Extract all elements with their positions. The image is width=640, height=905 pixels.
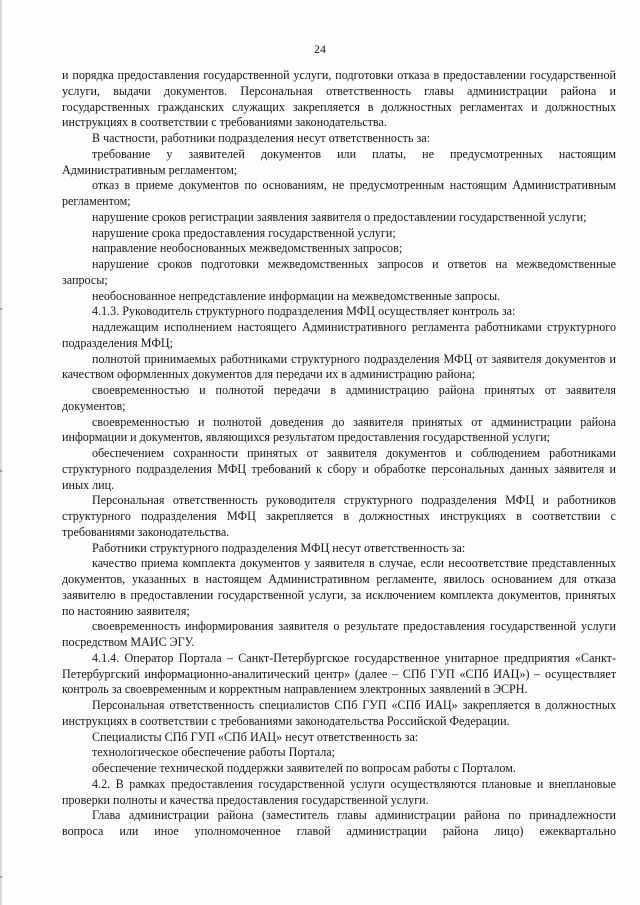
list-item: надлежащим исполнением настоящего Административного регламента работниками структурного подразделения МФЦ; [62,320,616,350]
scan-speck [0,876,2,878]
section-paragraph: 4.1.3. Руководитель структурного подразделения МФЦ осуществляет контроль за: [92,304,516,319]
page-number: 24 [314,42,326,56]
paragraph: Персональная ответственность специалистов СПб ГУП «СПб ИАЦ» закрепляется в должностных инструкциях в соответствии с требованиями законодательства Российской Федерации. [62,698,616,728]
paragraph-continuation: и порядка предоставления государственной услуги, подготовки отказа в предоставлении государственной услуги, выдачи документов. Персональная ответственность главы администрации района и государственных гражданских служащих закрепляется в должностных регламентах и должностных инструкциях в соответствии с требованиями законодательства. [62,68,616,130]
list-item: обеспечение технической поддержки заявителей по вопросам работы с Порталом. [92,761,516,775]
list-item: своевременностью и полнотой передачи в администрацию района принятых от заявителя документов; [62,383,616,413]
list-item: качество приема комплекта документов у заявителя в случае, если несоответствие представленных документов, указанных в настоящем Административном регламенте, явилось основанием для отказа заявителю в предоставлении государственной услуги, за исключением комплекта документов, принятых по настоянию заявителя; [62,556,616,618]
list-item: своевременностью и полнотой доведения до заявителя принятых от администрации района информации и документов, являющихся результатом предоставления государственной услуги; [62,414,616,445]
scan-edge-shadow [0,0,3,905]
list-item: технологическое обеспечение работы Портала; [92,745,336,760]
paragraph: Работники структурного подразделения МФЦ несут ответственность за: [92,540,466,555]
scan-speck [0,308,2,310]
list-item: направление необоснованных межведомственных запросов; [92,241,403,256]
list-item: обеспечением сохранности принятых от заявителя документов и соблюдением работниками структурного подразделения МФЦ требований к сбору и обработке персональных данных заявителя и иных лиц. [62,446,616,492]
list-item: нарушение срока предоставления государственной услуги; [92,225,396,240]
list-item: нарушение сроков регистрации заявления заявителя о предоставлении государственной услуги; [92,209,587,224]
list-item: своевременность информирования заявителя о результате предоставления государственной услуги посредством МАИС ЭГУ. [62,619,616,649]
paragraph: В частности, работники подразделения несут ответственность за: [92,131,430,145]
list-item: требование у заявителей документов или платы, не предусмотренных настоящим Административным регламентом; [62,146,616,177]
paragraph: Специалисты СПб ГУП «СПб ИАЦ» несут ответственность за: [92,729,419,744]
paragraph-cut-off: Глава администрации района (заместитель главы администрации района по принадлежности вопроса или иное уполномоченное главой администрации района лицо) ежеквартально [62,808,616,838]
scan-speck [0,470,2,472]
section-paragraph: 4.2. В рамках предоставления государственной услуги осуществляются плановые и внеплановые проверки полноты и качества предоставления государственной услуги. [62,776,616,807]
list-item: необоснованное непредставление информации на межведомственные запросы. [92,288,501,303]
body-text [62,68,616,840]
list-item: полнотой принимаемых работниками структурного подразделения МФЦ от заявителя документов и качеством оформленных документов для передачи их в администрацию района; [62,351,616,382]
section-paragraph: 4.1.4. Оператор Портала – Санкт-Петербургское государственное унитарное предприятия «Санкт-Петербургский информационно-аналитический центр» (далее – СПб ГУП «СПб ИАЦ») – осуществляет контроль за своевременным и корректным направлением электронных заявлений в ЭСРН. [62,650,616,697]
paragraph: Персональная ответственность руководителя структурного подразделения МФЦ и работников структурного подразделения МФЦ закрепляется в должностных инструкциях в соответствии с требованиями законодательства. [62,493,616,539]
list-item: нарушение сроков подготовки межведомственных запросов и ответов на межведомственные запросы; [62,257,616,287]
list-item: отказ в приеме документов по основаниям, не предусмотренным настоящим Административным регламентом; [62,178,616,208]
